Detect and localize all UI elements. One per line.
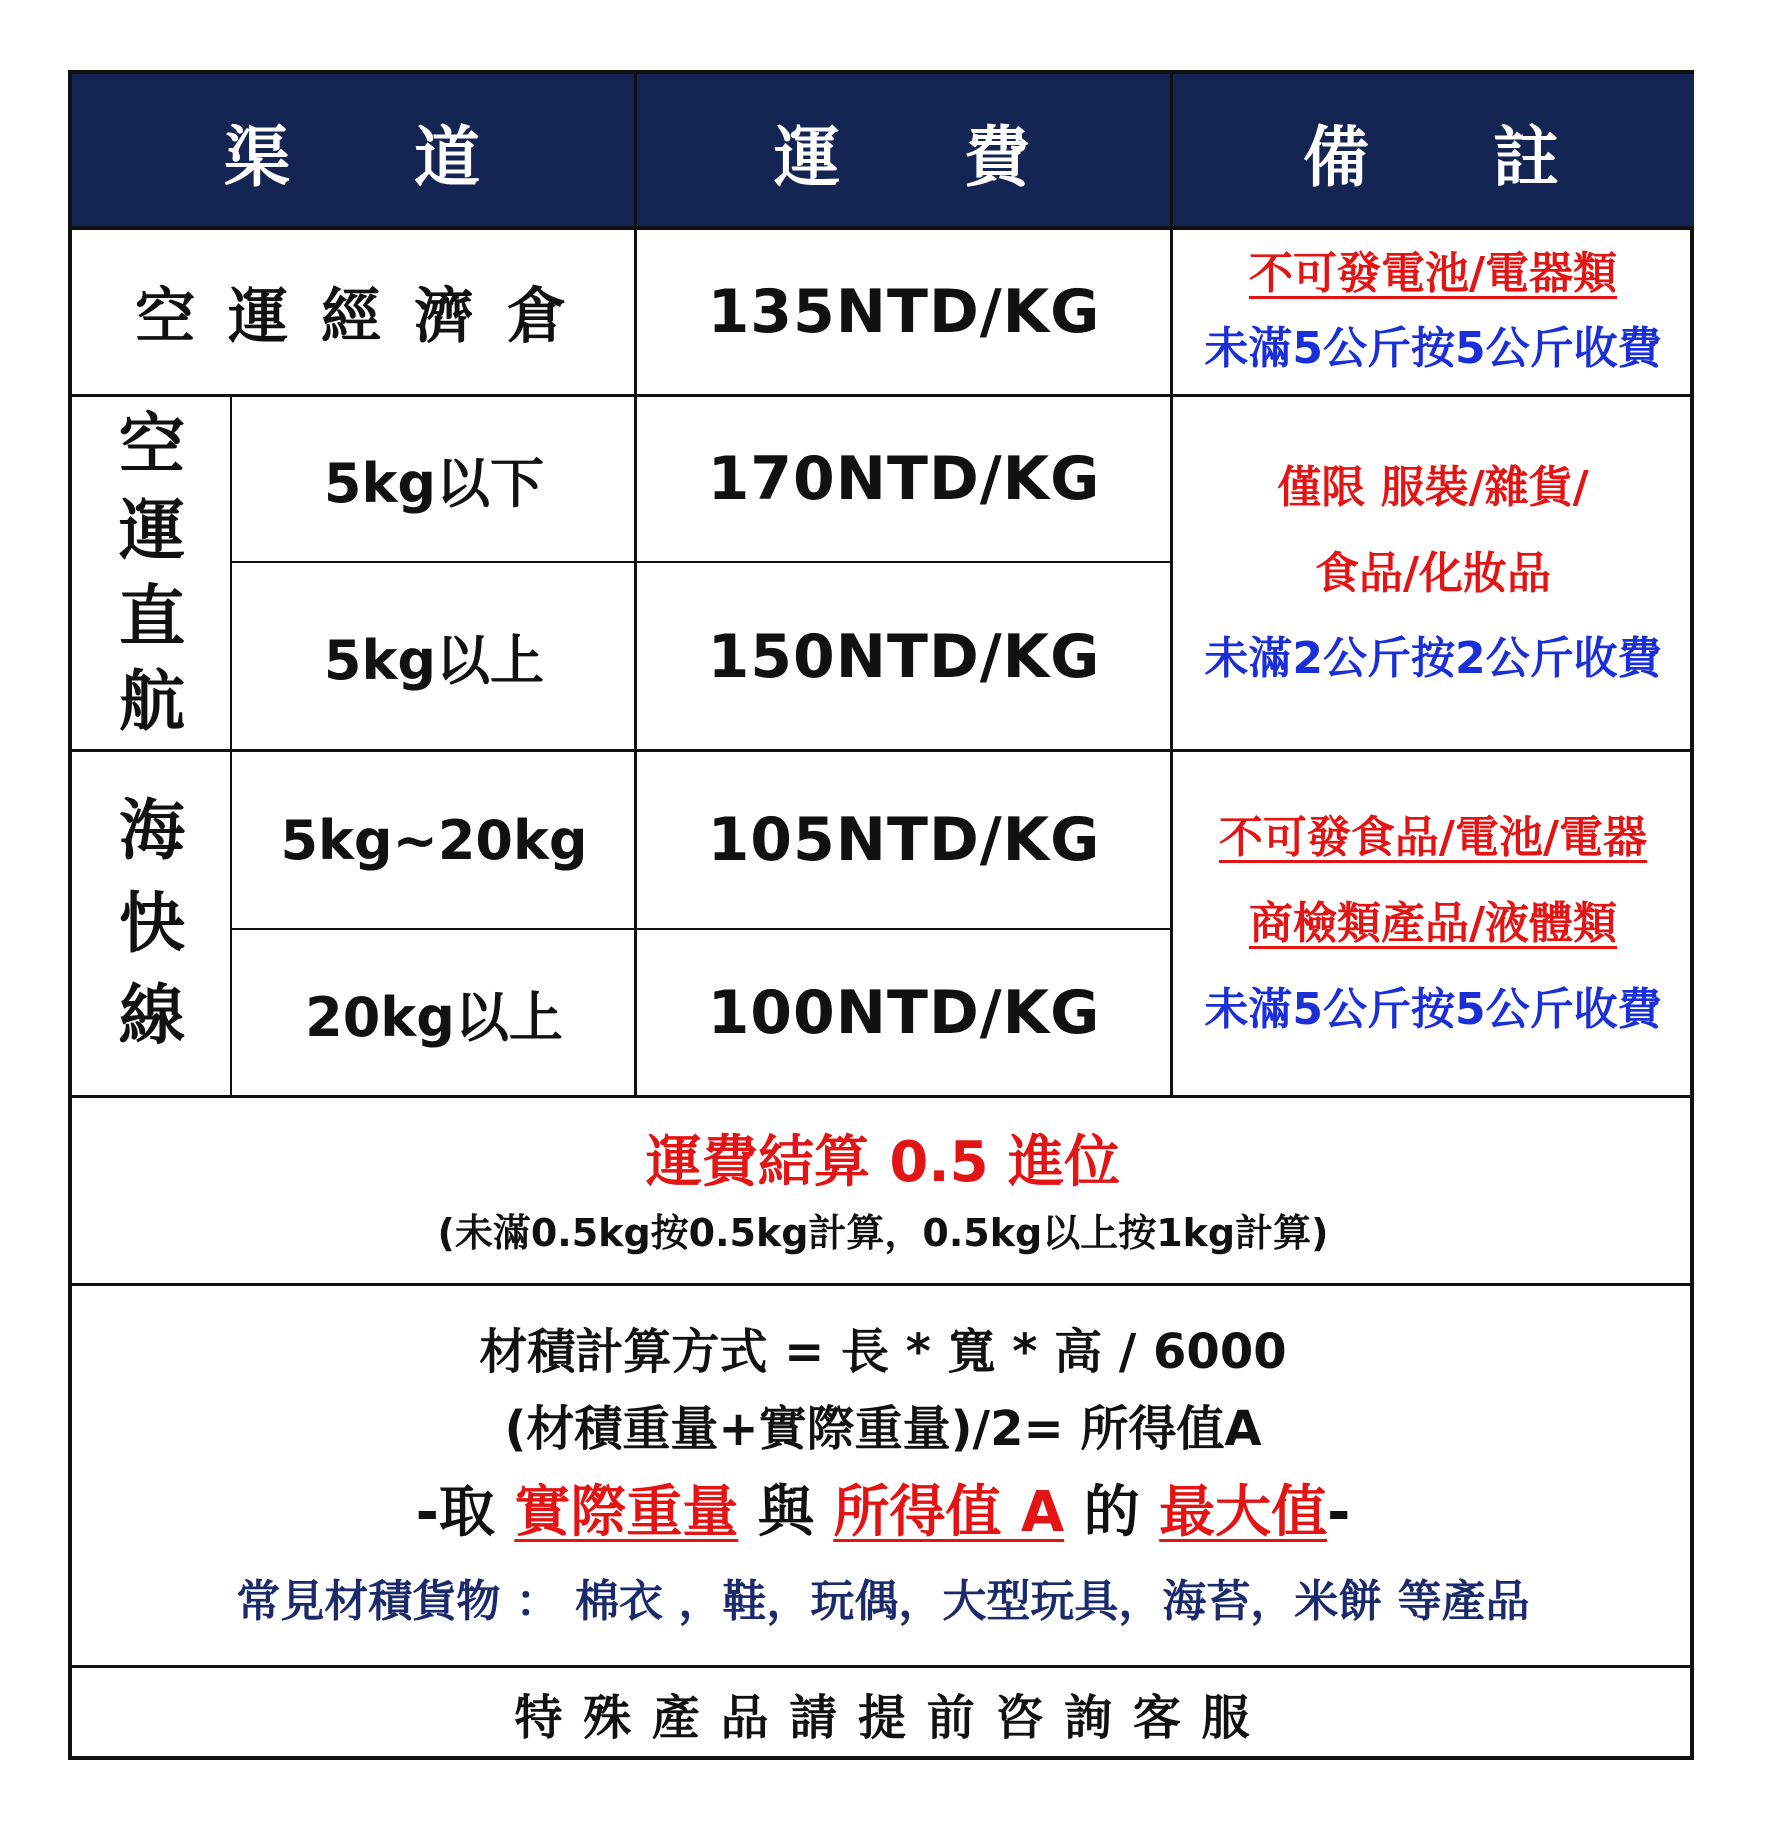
volume-section bbox=[72, 1285, 1694, 1667]
rule-max-value: 最大值 bbox=[1159, 1479, 1328, 1545]
header-channel-char: 渠 bbox=[224, 118, 294, 196]
volume-common-goods: 常見材積貨物 ： 棉衣 ，鞋，玩偶，大型玩具，海苔，米餅 等產品 bbox=[236, 1576, 1530, 1628]
sea-express-note bbox=[1172, 751, 1694, 1097]
air-direct-name bbox=[72, 396, 232, 751]
footer-note: 特 殊 產 品 請 提 前 咨 詢 客 服 bbox=[514, 1690, 1252, 1746]
sea-express-restriction-1: 不可發食品/電池/電器 bbox=[1218, 812, 1648, 864]
header-fee-char: 費 bbox=[964, 118, 1034, 196]
line-col-1 bbox=[634, 74, 637, 1097]
air-direct-char: 直 bbox=[119, 577, 185, 655]
volume-rule bbox=[416, 1468, 1351, 1558]
line-col-2 bbox=[1170, 74, 1173, 1097]
air-economy-restriction: 不可發電池/電器類 bbox=[1248, 248, 1618, 300]
sea-express-minimum: 未滿5公斤按5公斤收費 bbox=[1204, 983, 1662, 1035]
line-header-bottom bbox=[72, 226, 1694, 230]
header-fee-char: 運 bbox=[774, 118, 844, 196]
air-direct-fee-1: 170NTD/KG bbox=[707, 444, 1101, 514]
volume-formula: 材積計算方式 = 長 * 寬 * 高 / 6000 bbox=[479, 1324, 1287, 1381]
air-direct-char: 航 bbox=[119, 663, 185, 741]
line-sub-col bbox=[230, 396, 232, 1097]
rule-result-value: 所得值 A bbox=[833, 1479, 1065, 1545]
air-economy-note bbox=[1172, 228, 1694, 396]
sea-express-name bbox=[72, 751, 232, 1097]
rounding-detail: (未滿0.5kg按0.5kg計算，0.5kg以上按1kg計算) bbox=[437, 1210, 1329, 1255]
line-row-air-direct bbox=[72, 749, 1694, 752]
rule-and: 與 bbox=[738, 1479, 834, 1545]
air-direct-weight-1: 5kg以下 bbox=[323, 451, 545, 515]
line-row-sea-express-mid bbox=[232, 928, 1170, 930]
air-economy-name: 空 運 經 濟 倉 bbox=[135, 282, 573, 352]
header-channel bbox=[72, 74, 636, 228]
sea-express-weight-1: 5kg~20kg bbox=[280, 808, 588, 872]
header-channel-char: 道 bbox=[414, 118, 484, 196]
header-remark-char: 備 bbox=[1303, 118, 1373, 196]
air-direct-allowed-1: 僅限 服裝/雜貨/ bbox=[1277, 461, 1589, 513]
rule-prefix: -取 bbox=[415, 1479, 515, 1545]
air-direct-note bbox=[1172, 396, 1694, 751]
header-fee bbox=[636, 74, 1172, 228]
rounding-section bbox=[72, 1097, 1694, 1285]
line-row-air-economy bbox=[72, 394, 1694, 397]
rule-suffix: - bbox=[1327, 1479, 1351, 1545]
line-row-air-direct-mid bbox=[232, 561, 1170, 563]
sea-express-char: 海 bbox=[119, 792, 185, 870]
line-row-volume bbox=[72, 1665, 1694, 1668]
sea-express-char: 線 bbox=[119, 977, 185, 1055]
shipping-rate-table bbox=[68, 70, 1694, 1760]
rule-of: 的 bbox=[1064, 1479, 1160, 1545]
sea-express-char: 快 bbox=[119, 884, 185, 962]
air-direct-minimum: 未滿2公斤按2公斤收費 bbox=[1204, 633, 1662, 685]
sea-express-fee-2: 100NTD/KG bbox=[707, 978, 1101, 1048]
sea-express-fee-1: 105NTD/KG bbox=[707, 805, 1101, 875]
line-row-sea-express bbox=[72, 1095, 1694, 1098]
air-direct-allowed-2: 食品/化妝品 bbox=[1314, 547, 1552, 599]
header-remark-char: 註 bbox=[1493, 118, 1563, 196]
air-economy-fee: 135NTD/KG bbox=[707, 277, 1101, 347]
rounding-title: 運費結算 0.5 進位 bbox=[645, 1129, 1121, 1195]
sea-express-weight-2: 20kg以上 bbox=[305, 985, 563, 1049]
air-direct-char: 運 bbox=[119, 491, 185, 569]
air-direct-weight-2: 5kg以上 bbox=[323, 629, 545, 692]
air-economy-minimum: 未滿5公斤按5公斤收費 bbox=[1204, 323, 1662, 374]
rule-actual-weight: 實際重量 bbox=[514, 1479, 739, 1545]
air-direct-fee-2: 150NTD/KG bbox=[707, 621, 1101, 692]
volume-average: (材積重量+實際重量)/2= 所得值A bbox=[504, 1401, 1262, 1457]
line-row-rounding bbox=[72, 1283, 1694, 1286]
sea-express-restriction-2: 商檢類產品/液體類 bbox=[1248, 898, 1618, 950]
air-direct-char: 空 bbox=[119, 405, 185, 483]
header-remark bbox=[1172, 74, 1694, 228]
